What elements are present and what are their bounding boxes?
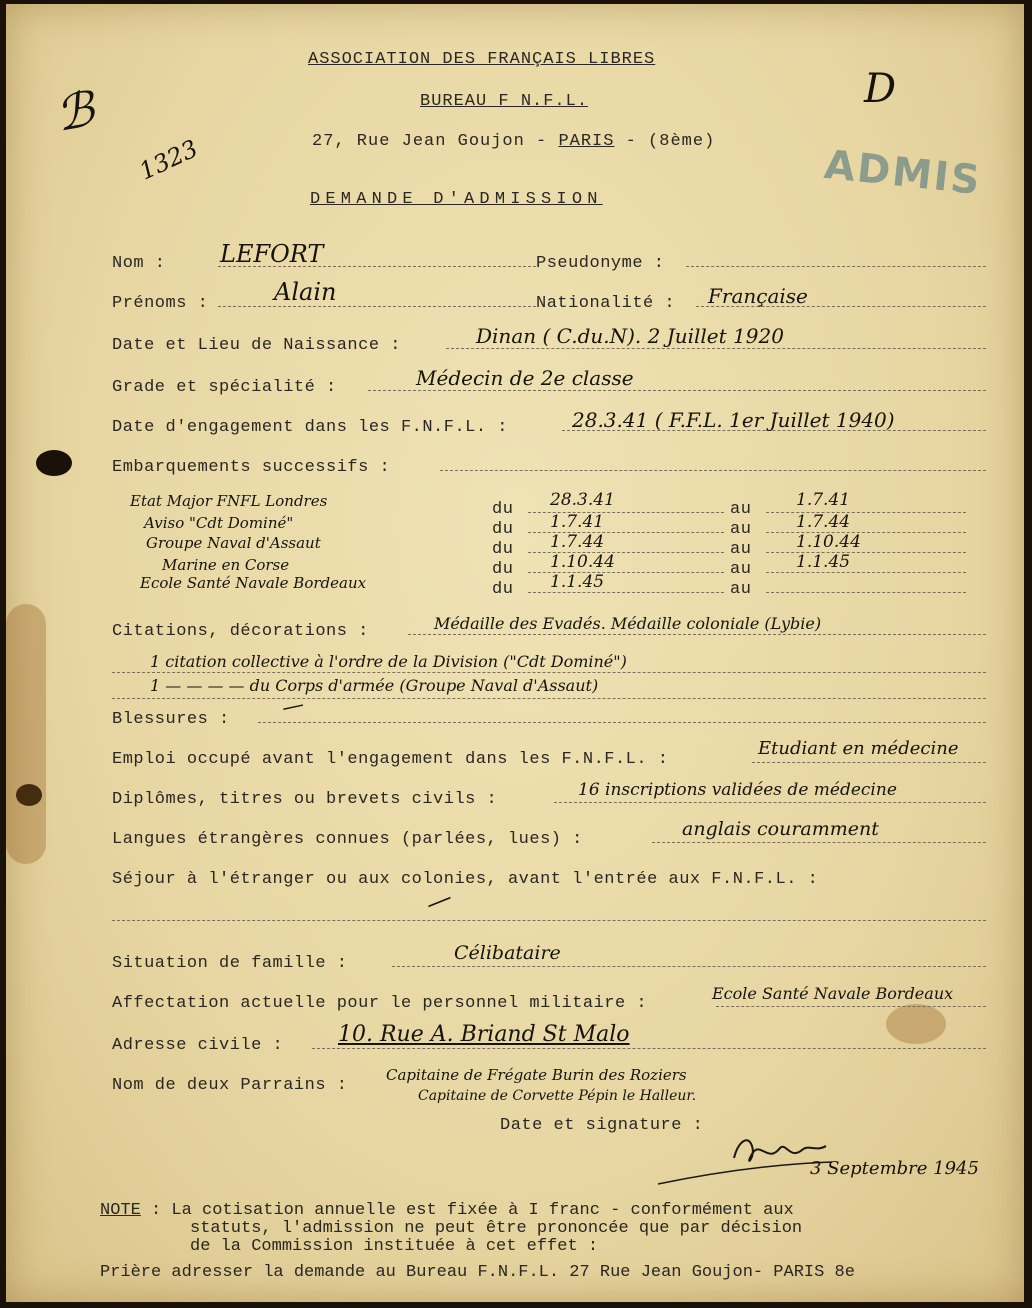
label-langues: Langues étrangères connues (parlées, lues) : (112, 830, 583, 849)
address-line (312, 132, 715, 151)
footer-instruction: Prière adresser la demande au Bureau F.N.F.L. 27 Rue Jean Goujon- PARIS 8e (100, 1263, 855, 1282)
embarquement-vessel: Aviso "Cdt Dominé" (144, 514, 294, 532)
association-title: ASSOCIATION DES FRANÇAIS LIBRES (308, 50, 656, 69)
label-nom: Nom : (112, 254, 166, 273)
embarquement-au-label: au (730, 580, 752, 599)
dots-pseudonyme (686, 266, 986, 267)
label-famille: Situation de famille : (112, 954, 348, 973)
label-naissance: Date et Lieu de Naissance : (112, 336, 401, 355)
dots-du (528, 592, 724, 593)
value-grade: Médecin de 2e classe (416, 366, 634, 390)
dots-emploi (752, 762, 986, 763)
stain-right (886, 1004, 946, 1044)
embarquement-vessel: Groupe Naval d'Assaut (146, 534, 321, 552)
value-langues: anglais couramment (682, 818, 879, 840)
value-famille: Célibataire (454, 942, 561, 964)
embarquement-du-label: du (492, 540, 514, 559)
label-affectation: Affectation actuelle pour le personnel militaire : (112, 994, 648, 1013)
embarquement-vessel: Etat Major FNFL Londres (130, 492, 328, 510)
value-parrain-1: Capitaine de Frégate Burin des Roziers (386, 1066, 687, 1084)
label-prenoms: Prénoms : (112, 294, 209, 313)
embarquement-from: 1.1.45 (550, 572, 605, 592)
embarquement-to: 1.1.45 (796, 552, 851, 572)
margin-initial-mark: ℬ (51, 81, 99, 143)
dots-prenoms (218, 306, 536, 307)
label-diplomes: Diplômes, titres ou brevets civils : (112, 790, 498, 809)
label-grade: Grade et spécialité : (112, 378, 337, 397)
admis-stamp: ADMIS (822, 141, 984, 205)
dots-citations-3 (112, 698, 986, 699)
dots-grade (368, 390, 986, 391)
punch-hole-top (36, 450, 72, 476)
embarquement-from: 1.7.44 (550, 532, 605, 552)
value-naissance: Dinan ( C.du.N). 2 Juillet 1920 (476, 324, 784, 348)
bureau-title: BUREAU F N.F.L. (420, 92, 589, 111)
dots-sejour-1 (112, 920, 986, 921)
dots-famille (392, 966, 986, 967)
embarquement-du-label: du (492, 520, 514, 539)
value-nationalite: Française (708, 284, 808, 308)
label-engagement: Date d'engagement dans les F.N.F.L. : (112, 418, 508, 437)
embarquement-du-label: du (492, 500, 514, 519)
label-citations: Citations, décorations : (112, 622, 369, 641)
embarquement-au-label: au (730, 520, 752, 539)
value-citations-line-2: 1 citation collective à l'ordre de la Division ("Cdt Dominé") (150, 652, 627, 671)
value-citations-line-3: 1 — — — — du Corps d'armée (Groupe Naval d'Assaut) (150, 676, 599, 695)
value-signature-date: 3 Septembre 1945 (810, 1158, 979, 1179)
value-engagement: 28.3.41 ( F.F.L. 1er Juillet 1940) (572, 408, 895, 432)
label-date-signature: Date et signature : (500, 1116, 704, 1135)
note-colon: : (140, 1201, 172, 1220)
dots-au (766, 572, 966, 573)
address-street: 27, Rue Jean Goujon - (312, 132, 559, 151)
dots-embarquements (440, 470, 986, 471)
embarquement-from: 28.3.41 (550, 490, 615, 510)
embarquement-vessel: Ecole Santé Navale Bordeaux (140, 574, 367, 592)
handwritten-signature (656, 1124, 836, 1188)
value-affectation: Ecole Santé Navale Bordeaux (712, 984, 954, 1003)
label-parrains: Nom de deux Parrains : (112, 1076, 348, 1095)
dots-langues (652, 842, 986, 843)
embarquement-au-label: au (730, 500, 752, 519)
note-block (100, 1202, 794, 1220)
embarquement-du-label: du (492, 560, 514, 579)
dots-adresse (312, 1048, 986, 1049)
form-title: DEMANDE D'ADMISSION (310, 190, 603, 209)
value-parrain-2: Capitaine de Corvette Pépin le Halleur. (418, 1088, 697, 1104)
note-line-1: La cotisation annuelle est fixée à I franc - conformément aux (171, 1201, 794, 1220)
label-embarquements: Embarquements successifs : (112, 458, 391, 477)
embarquement-to: 1.7.44 (796, 512, 851, 532)
embarquement-from: 1.10.44 (550, 552, 615, 572)
document-page (6, 4, 1024, 1302)
address-district: - (8ème) (614, 132, 716, 151)
value-blessures: — (279, 691, 307, 722)
label-sejour: Séjour à l'étranger ou aux colonies, avant l'entrée aux F.N.F.L. : (112, 870, 819, 889)
dots-affectation (716, 1006, 986, 1007)
dots-citations-2 (112, 672, 986, 673)
stain-left (6, 604, 46, 864)
embarquement-to: 1.7.41 (796, 490, 851, 510)
value-citations-line-1: Médaille des Evadés. Médaille coloniale (Lybie) (434, 614, 822, 633)
label-pseudonyme: Pseudonyme : (536, 254, 665, 273)
dots-diplomes (554, 802, 986, 803)
margin-letter-mark: D (864, 66, 897, 112)
dots-naissance (446, 348, 986, 349)
address-city: PARIS (558, 132, 615, 151)
value-diplomes: 16 inscriptions validées de médecine (578, 780, 897, 800)
embarquement-au-label: au (730, 560, 752, 579)
dots-citations (408, 634, 986, 635)
dots-blessures (258, 722, 986, 723)
label-blessures: Blessures : (112, 710, 230, 729)
note-label: NOTE (100, 1201, 141, 1220)
embarquement-from: 1.7.41 (550, 512, 605, 532)
embarquement-au-label: au (730, 540, 752, 559)
label-adresse: Adresse civile : (112, 1036, 284, 1055)
note-line-3: de la Commission instituée à cet effet : (190, 1237, 599, 1256)
embarquement-to: 1.10.44 (796, 532, 861, 552)
embarquement-vessel: Marine en Corse (162, 556, 290, 574)
label-nationalite: Nationalité : (536, 294, 676, 313)
value-sejour: — (421, 882, 457, 920)
label-emploi: Emploi occupé avant l'engagement dans les F.N.F.L. : (112, 750, 669, 769)
value-emploi: Etudiant en médecine (758, 738, 959, 759)
value-adresse: 10. Rue A. Briand St Malo (338, 1022, 630, 1047)
value-prenoms: Alain (274, 278, 337, 306)
dots-au (766, 592, 966, 593)
embarquement-du-label: du (492, 580, 514, 599)
margin-file-number: 1323 (134, 134, 203, 186)
value-nom: LEFORT (220, 240, 324, 268)
note-line-2: statuts, l'admission ne peut être prononcée que par décision (190, 1219, 803, 1238)
